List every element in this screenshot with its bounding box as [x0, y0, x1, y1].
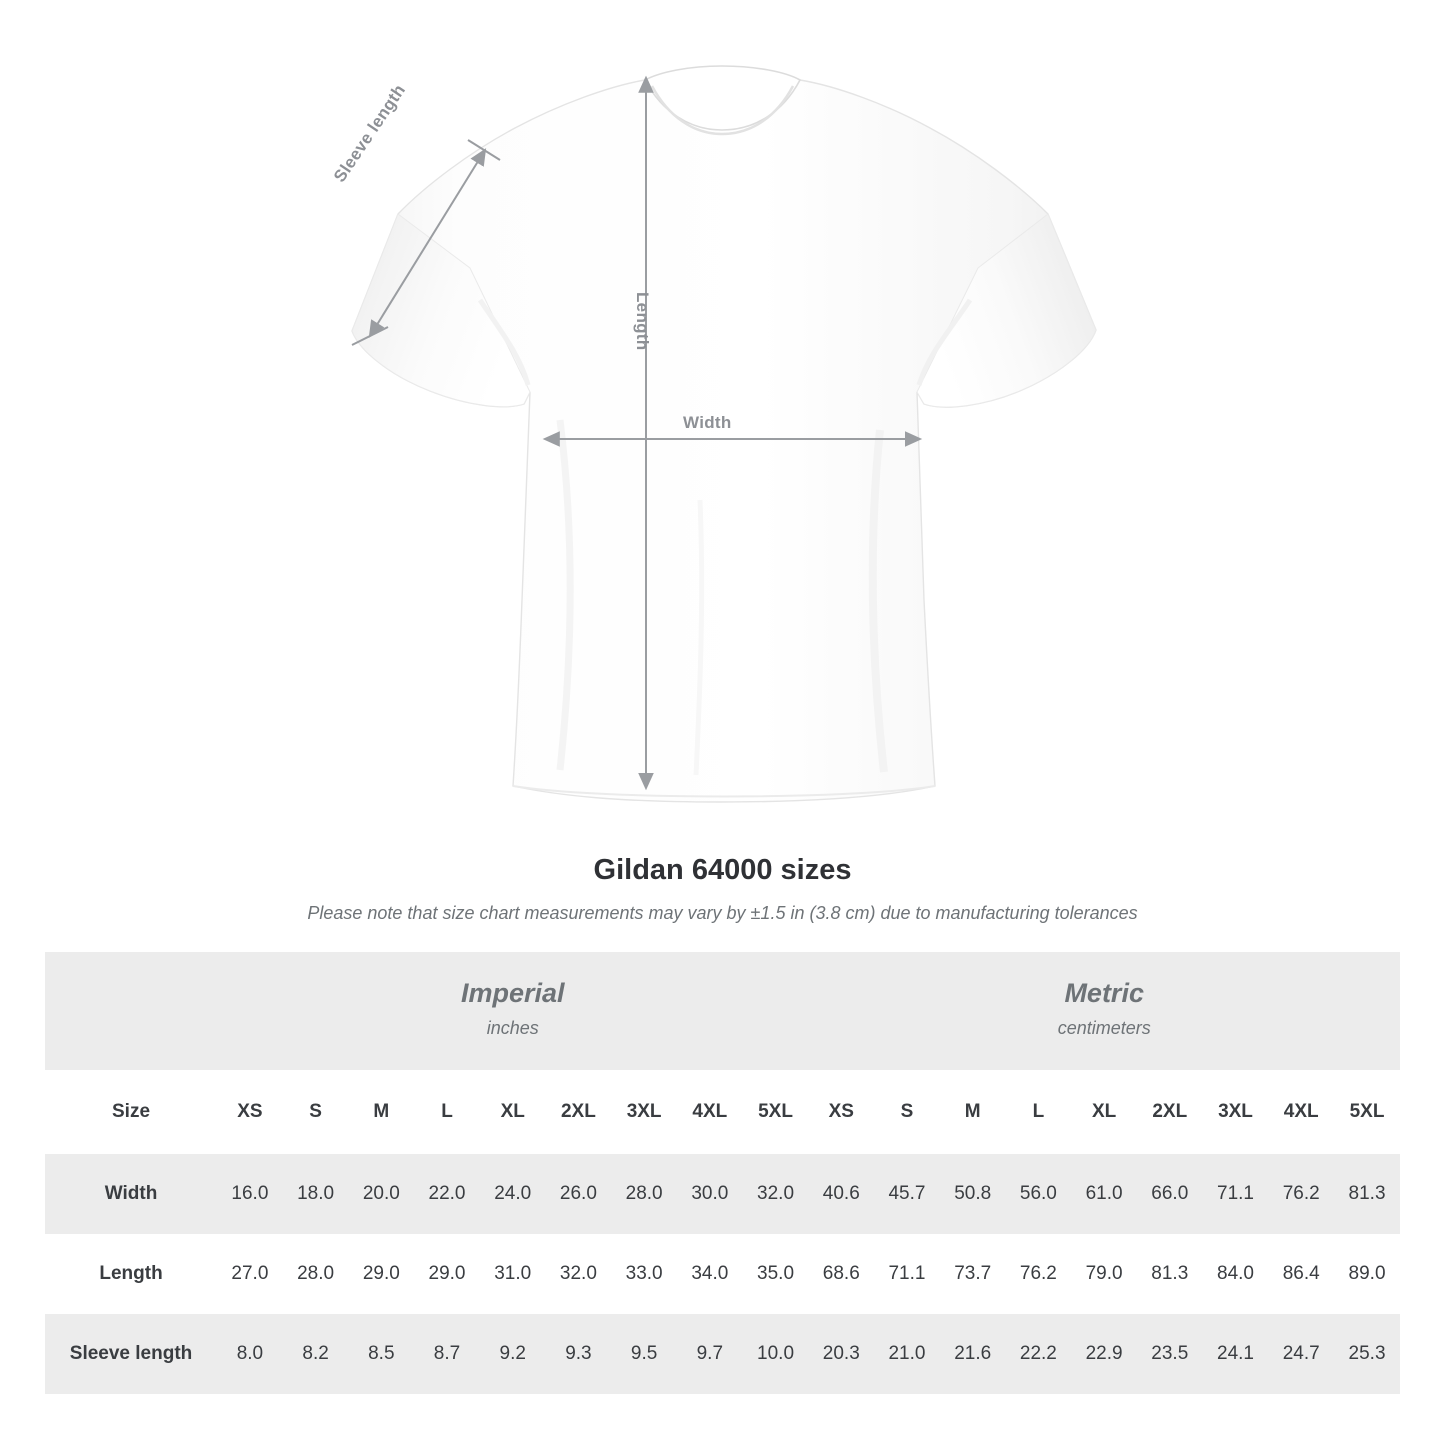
size-header-cell: 5XL [1334, 1070, 1400, 1154]
size-header-row [45, 1070, 1400, 1154]
table-cell: 22.9 [1071, 1314, 1137, 1394]
table-cell: 32.0 [743, 1154, 809, 1234]
table-cell: 8.7 [414, 1314, 480, 1394]
table-cell: 29.0 [414, 1234, 480, 1314]
unit-sub-metric: centimeters [1057, 1017, 1151, 1038]
table-cell: 31.0 [480, 1234, 546, 1314]
unit-name-metric: Metric [1064, 978, 1144, 1009]
unit-header-row [45, 952, 1400, 1070]
table-cell: 30.0 [677, 1154, 743, 1234]
table-cell: 29.0 [348, 1234, 414, 1314]
size-header-cell: 4XL [1268, 1070, 1334, 1154]
size-header-cell: S [283, 1070, 349, 1154]
table-cell: 86.4 [1268, 1234, 1334, 1314]
width-label: Width [683, 413, 732, 432]
table-cell: 79.0 [1071, 1234, 1137, 1314]
table-cell: 22.2 [1006, 1314, 1072, 1394]
table-cell: 28.0 [283, 1234, 349, 1314]
table-row [45, 1314, 1400, 1394]
size-header-cell: 3XL [1203, 1070, 1269, 1154]
size-header-cell: 4XL [677, 1070, 743, 1154]
table-cell: 8.0 [217, 1314, 283, 1394]
table-cell: 32.0 [546, 1234, 612, 1314]
table-cell: 66.0 [1137, 1154, 1203, 1234]
table-cell: 81.3 [1137, 1234, 1203, 1314]
size-table [45, 952, 1400, 1394]
size-table-wrap [45, 952, 1400, 1394]
table-cell: 24.0 [480, 1154, 546, 1234]
unit-sub-imperial: inches [486, 1017, 539, 1038]
table-cell: 61.0 [1071, 1154, 1137, 1234]
size-header-cell: M [940, 1070, 1006, 1154]
table-cell: 8.5 [348, 1314, 414, 1394]
chart-heading [0, 854, 1445, 924]
table-cell: 27.0 [217, 1234, 283, 1314]
table-cell: 26.0 [546, 1154, 612, 1234]
table-cell: 24.7 [1268, 1314, 1334, 1394]
table-cell: 33.0 [611, 1234, 677, 1314]
table-cell: 35.0 [743, 1234, 809, 1314]
table-cell: 21.0 [874, 1314, 940, 1394]
size-header-cell: S [874, 1070, 940, 1154]
table-cell: 81.3 [1334, 1154, 1400, 1234]
unit-cell-imperial [217, 952, 808, 1070]
table-cell: 23.5 [1137, 1314, 1203, 1394]
unit-name-imperial: Imperial [460, 978, 565, 1009]
table-cell: 18.0 [283, 1154, 349, 1234]
table-cell: 34.0 [677, 1234, 743, 1314]
table-cell: 50.8 [940, 1154, 1006, 1234]
size-header-cell: 5XL [743, 1070, 809, 1154]
size-header-cell: XL [480, 1070, 546, 1154]
table-cell: 25.3 [1334, 1314, 1400, 1394]
row-label: Width [45, 1154, 217, 1234]
unit-cell-metric [808, 952, 1400, 1070]
table-cell: 24.1 [1203, 1314, 1269, 1394]
table-cell: 21.6 [940, 1314, 1006, 1394]
size-header-cell: 2XL [1137, 1070, 1203, 1154]
table-cell: 9.2 [480, 1314, 546, 1394]
table-cell: 20.0 [348, 1154, 414, 1234]
size-header-label: Size [45, 1070, 217, 1154]
table-cell: 9.7 [677, 1314, 743, 1394]
table-cell: 10.0 [743, 1314, 809, 1394]
shirt-shape [352, 66, 1096, 802]
table-cell: 20.3 [808, 1314, 874, 1394]
table-cell: 76.2 [1268, 1154, 1334, 1234]
sleeve-length-label: Sleeve length [330, 80, 410, 186]
table-cell: 22.0 [414, 1154, 480, 1234]
table-cell: 45.7 [874, 1154, 940, 1234]
size-header-cell: 3XL [611, 1070, 677, 1154]
tolerance-note: Please note that size chart measurements may vary by ±1.5 in (3.8 cm) due to manufacturing tolerances [307, 903, 1138, 923]
table-cell: 16.0 [217, 1154, 283, 1234]
table-row [45, 1234, 1400, 1314]
table-cell: 56.0 [1006, 1154, 1072, 1234]
table-cell: 8.2 [283, 1314, 349, 1394]
row-label: Sleeve length [45, 1314, 217, 1394]
table-cell: 9.5 [611, 1314, 677, 1394]
table-cell: 9.3 [546, 1314, 612, 1394]
size-header-cell: XS [217, 1070, 283, 1154]
table-cell: 28.0 [611, 1154, 677, 1234]
table-cell: 71.1 [874, 1234, 940, 1314]
table-cell: 89.0 [1334, 1234, 1400, 1314]
table-cell: 73.7 [940, 1234, 1006, 1314]
table-row [45, 1154, 1400, 1234]
table-cell: 40.6 [808, 1154, 874, 1234]
size-header-cell: XS [808, 1070, 874, 1154]
size-header-cell: L [414, 1070, 480, 1154]
table-cell: 68.6 [808, 1234, 874, 1314]
size-header-cell: 2XL [546, 1070, 612, 1154]
table-cell: 71.1 [1203, 1154, 1269, 1234]
row-label: Length [45, 1234, 217, 1314]
table-cell: 84.0 [1203, 1234, 1269, 1314]
page-title: Gildan 64000 sizes [593, 854, 852, 886]
unit-spacer-cell [45, 952, 217, 1070]
size-header-cell: XL [1071, 1070, 1137, 1154]
size-header-cell: M [348, 1070, 414, 1154]
length-label: Length [633, 292, 652, 351]
table-cell: 76.2 [1006, 1234, 1072, 1314]
size-header-cell: L [1006, 1070, 1072, 1154]
